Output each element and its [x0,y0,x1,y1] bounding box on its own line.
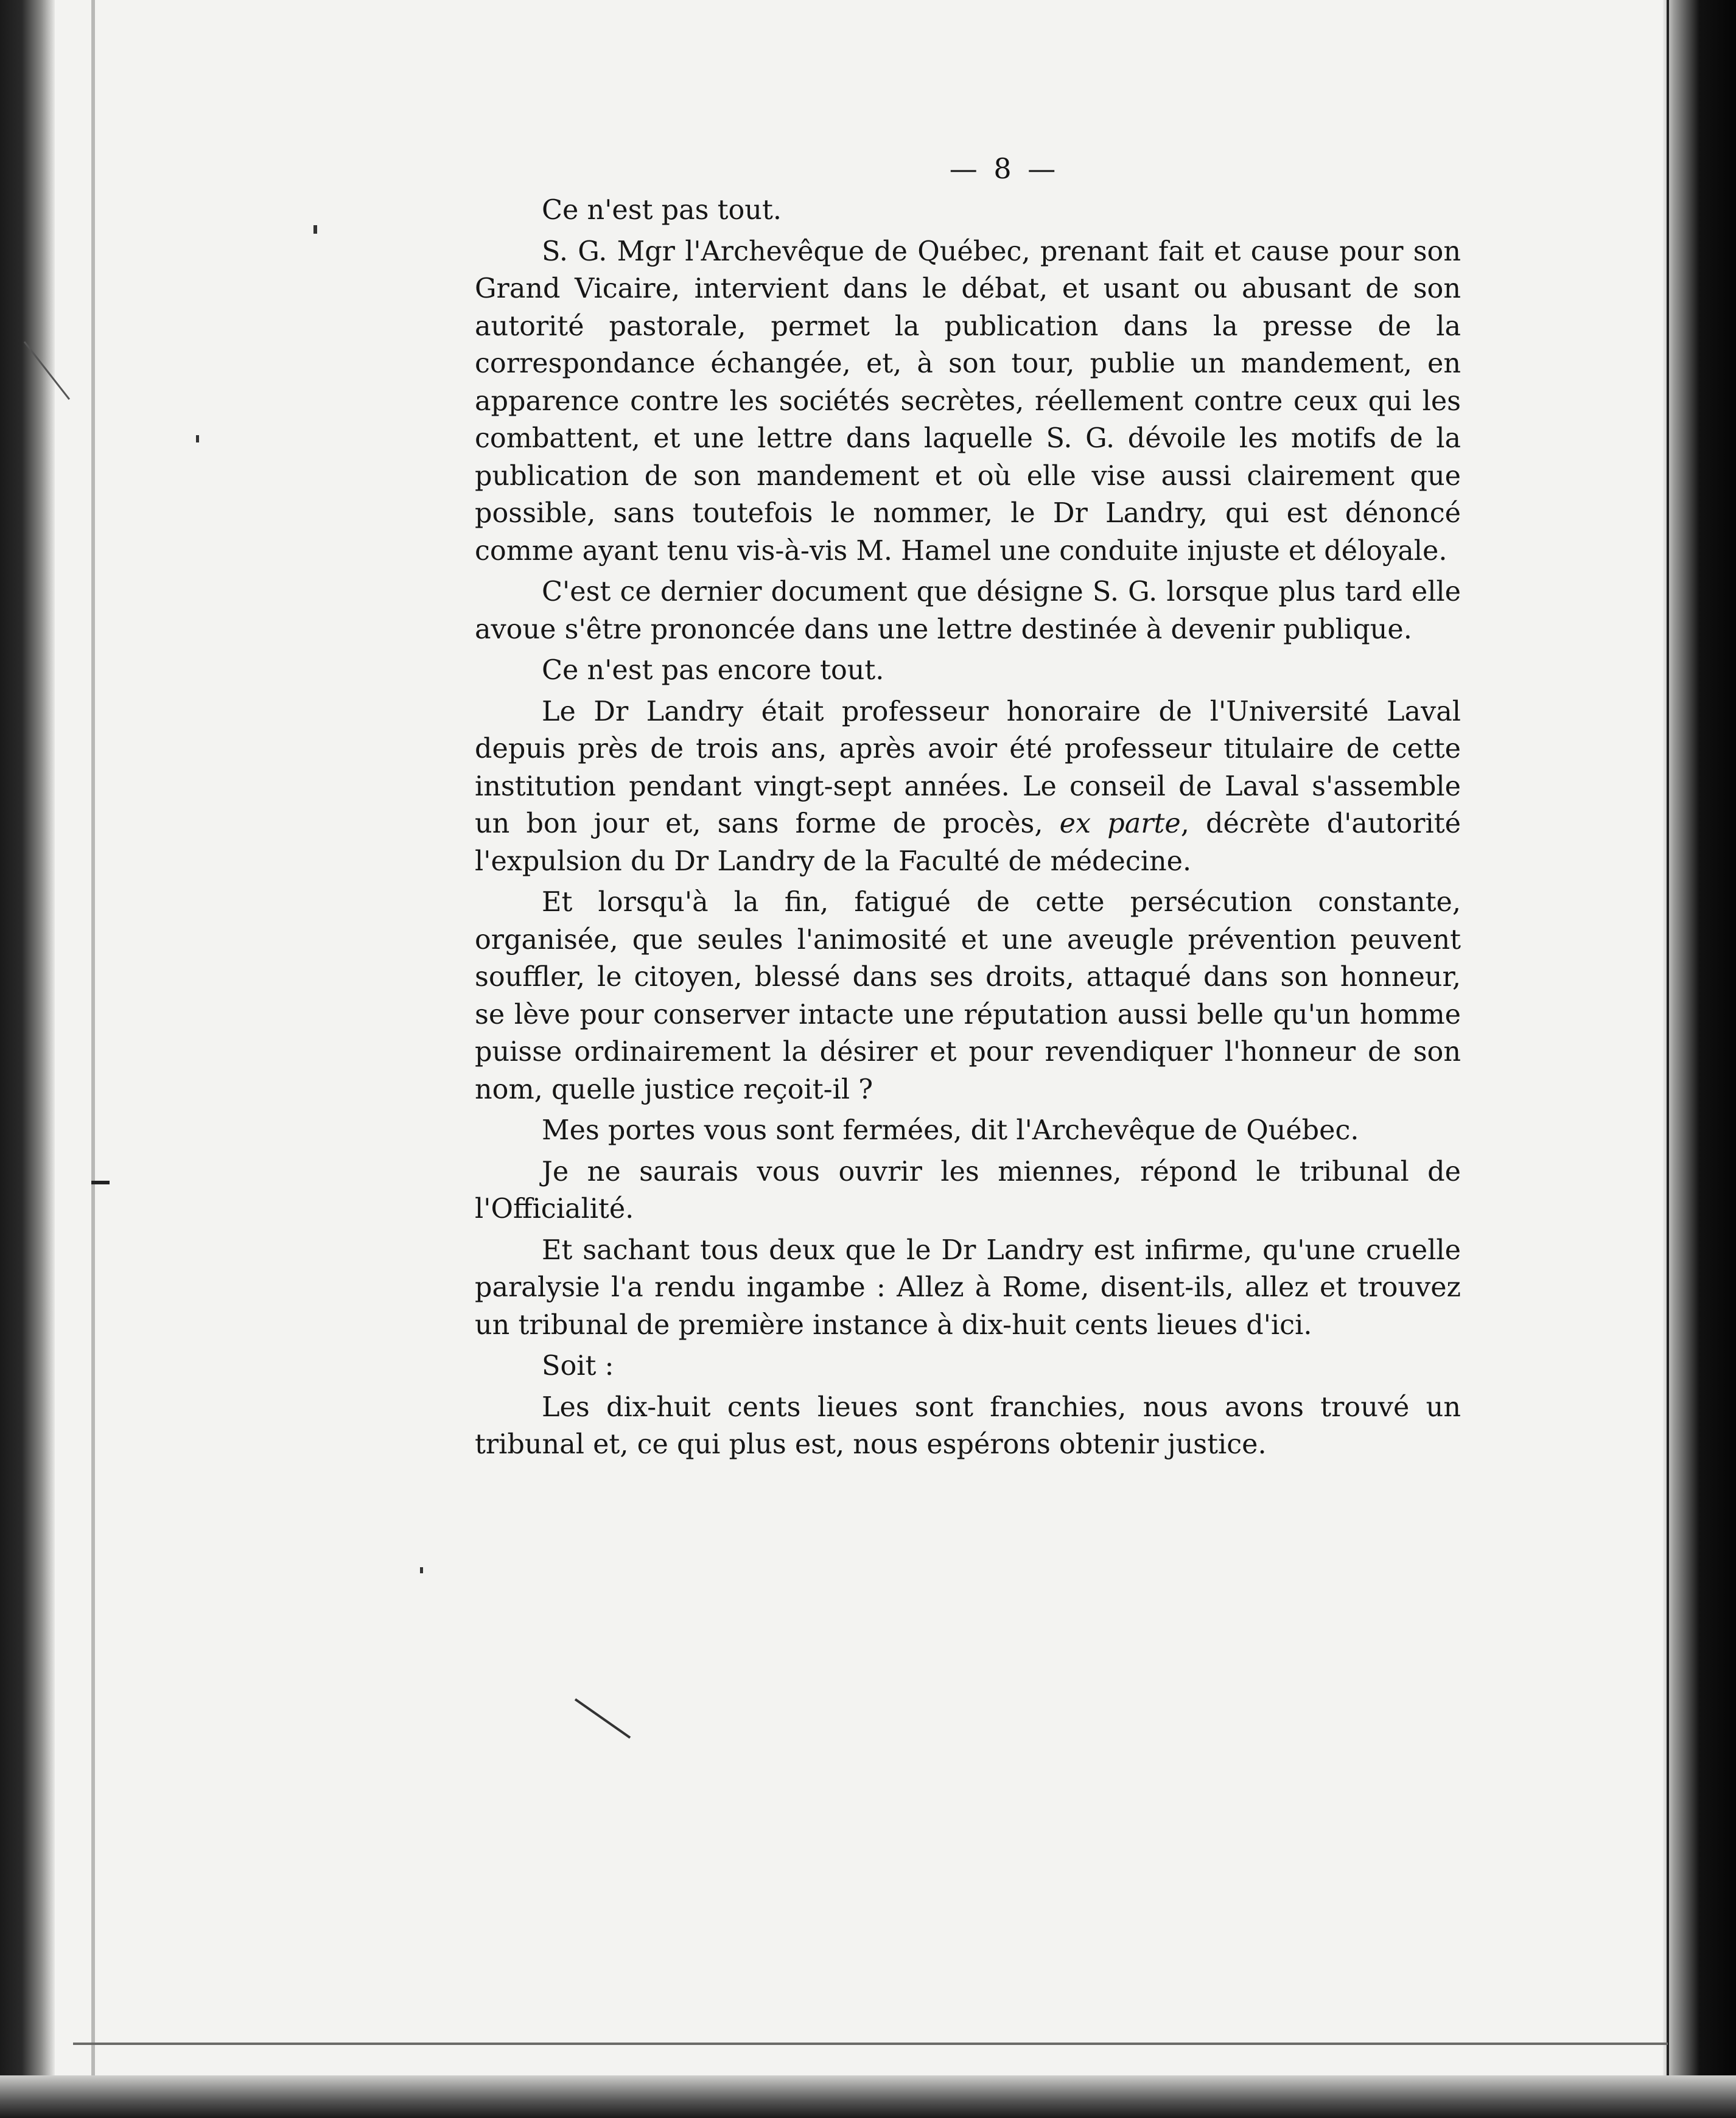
paragraph: Je ne saurais vous ouvrir les miennes, répond le tribunal de l'Officialité. [475,1156,1461,1225]
speck [313,225,317,234]
scan-frame-line [1667,0,1669,2118]
paragraph: Ce n'est pas encore tout. [542,655,884,686]
paragraph: Les dix-huit cents lieues sont franchies, nous avons trouvé un tribunal et, ce qui plus est, nous espérons obtenir justice. [475,1391,1461,1460]
paragraph: Mes portes vous sont fermées, dit l'Archevêque de Québec. [542,1115,1359,1146]
page-notch [91,1181,110,1184]
body-text [475,192,1461,1467]
paragraph: S. G. Mgr l'Archevêque de Québec, prenant fait et cause pour son Grand Vicaire, intervient dans le débat, et usant ou abusant de son autorité pastorale, permet la publication dans la presse de la correspondance échangée, et, à son tour, publie un mandement, en apparence contre les sociétés secrètes, réellement contre ceux qui les combattent, et une lettre dans laquelle S. G. dévoile les motifs de la publication de son mandement et où elle vise aussi clairement que possible, sans toutefois le nommer, le Dr Landry, qui est dénoncé comme ayant tenu vis-à-vis M. Hamel une conduite injuste et déloyale. [475,236,1461,567]
page-edge-line [91,0,95,2118]
paragraph: C'est ce dernier document que désigne S. G. lorsque plus tard elle avoue s'être prononcée dans une lettre destinée à devenir publique. [475,576,1461,645]
latin-phrase: ex parte [1059,808,1181,839]
paragraph [475,693,1461,881]
paragraph-text: Le Dr Landry était professeur honoraire de l'Université Laval depuis près de trois ans, après avoir été professeur titulaire de cette institution pendant vingt-sept années. Le conseil de Laval s'assemble un bon jour et, sans forme de procès, [475,696,1461,839]
scan-border-bottom [0,2075,1736,2118]
speck [196,435,199,442]
paragraph-text: , décrète d'autorité l'expulsion du Dr Landry de la Faculté de médecine. [475,808,1461,877]
speck [420,1567,423,1573]
paragraph: Et sachant tous deux que le Dr Landry est infirme, qu'une cruelle paralysie l'a rendu ingambe : Allez à Rome, disent-ils, allez et trouvez un tribunal de première instance à dix-huit cents lieues d'ici. [475,1234,1461,1341]
stray-stroke [575,1698,631,1738]
scan-border-right [1663,0,1736,2118]
paragraph: Ce n'est pas tout. [542,195,782,226]
paragraph: Soit : [542,1351,614,1382]
page-number: — 8 — [949,152,1060,185]
binding-shadow-left [0,0,55,2118]
page-bottom-edge [73,2043,1668,2045]
paragraph: Et lorsqu'à la fin, fatigué de cette persécution constante, organisée, que seules l'animosité et une aveugle prévention peuvent souffler, le citoyen, blessé dans ses droits, attaqué dans son honneur, se lève pour conserver intacte une réputation aussi belle qu'un homme puisse ordinairement la désirer et pour revendiquer l'honneur de son nom, quelle justice reçoit-il ? [475,887,1461,1105]
